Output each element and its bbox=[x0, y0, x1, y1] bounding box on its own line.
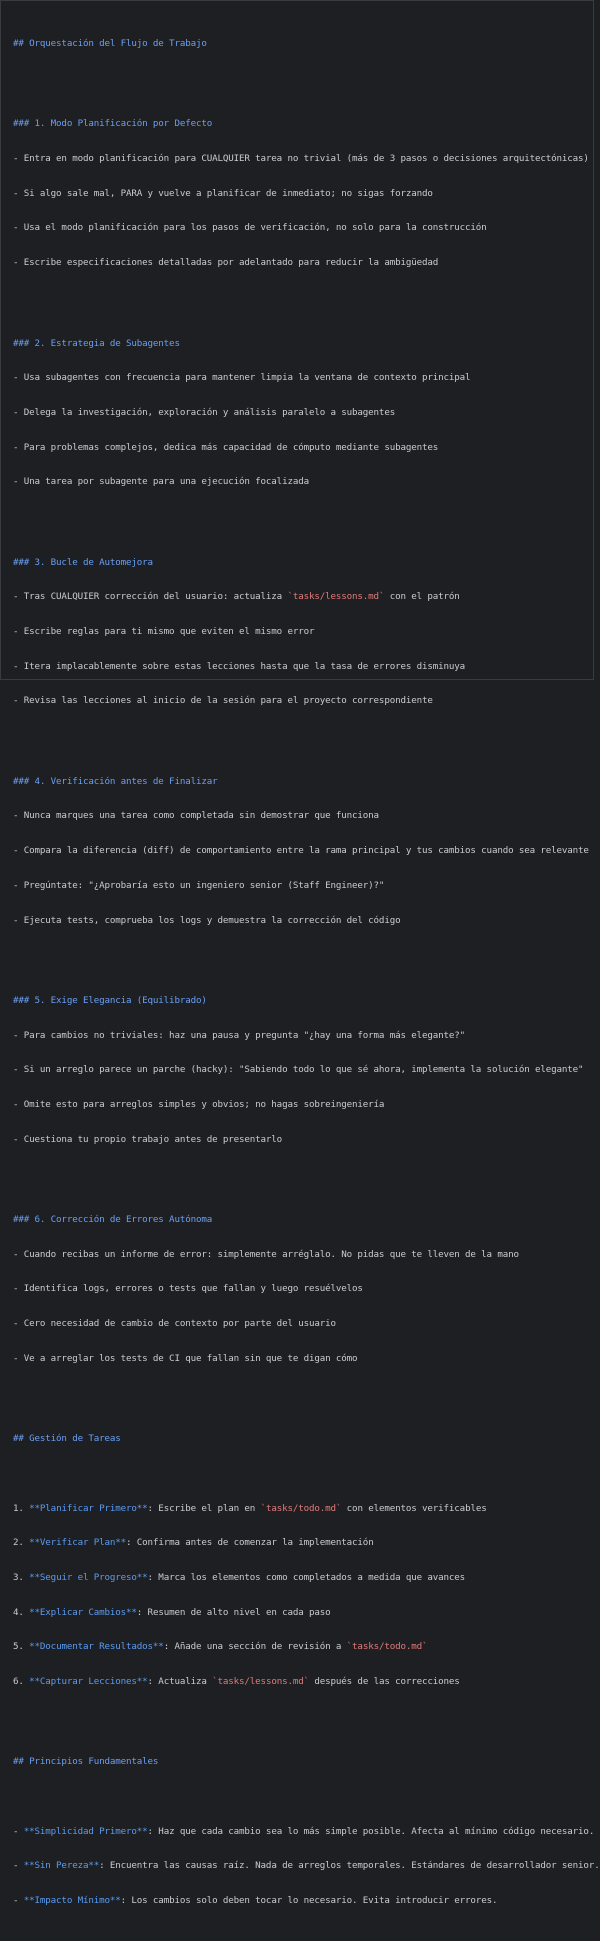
item-dash: - bbox=[13, 1860, 24, 1872]
item-number: 1. bbox=[13, 1502, 30, 1514]
bold-label: **Planificar Primero** bbox=[29, 1502, 148, 1514]
bold-label: **Sin Pereza** bbox=[23, 1860, 100, 1872]
list-item: - Una tarea por subagente para una ejecución focalizada bbox=[13, 476, 309, 488]
item-text: : Añade una sección de revisión a bbox=[163, 1641, 347, 1653]
blank-line bbox=[13, 1791, 589, 1804]
inline-code: `tasks/lessons.md` bbox=[287, 591, 385, 603]
list-item: - Escribe especificaciones detalladas por adelantado para reducir la ambigüedad bbox=[13, 257, 439, 269]
list-item: - Usa subagentes con frecuencia para mantener limpia la ventana de contexto principal bbox=[13, 372, 471, 384]
item-number: 5. bbox=[13, 1641, 30, 1653]
item-number: 4. bbox=[13, 1606, 30, 1618]
blank-line bbox=[13, 292, 589, 305]
item-text: : Actualiza bbox=[147, 1675, 213, 1687]
item-text: : Escribe el plan en bbox=[147, 1502, 261, 1514]
list-item: - Delega la investigación, exploración y análisis paralelo a subagentes bbox=[13, 406, 396, 418]
item-text: : Marca los elementos como completados a medida que avances bbox=[147, 1571, 466, 1583]
section-heading: ### 4. Verificación antes de Finalizar bbox=[13, 775, 218, 787]
section-heading: ### 3. Bucle de Automejora bbox=[13, 556, 153, 568]
bold-label: **Seguir el Progreso** bbox=[29, 1571, 148, 1583]
list-item: - Entra en modo planificación para CUALQUIER tarea no trivial (más de 3 pasos o decisiones arquitectónicas) bbox=[13, 153, 589, 165]
item-text: : Resumen de alto nivel en cada paso bbox=[136, 1606, 331, 1618]
blank-line bbox=[13, 1468, 589, 1481]
list-item: - Compara la diferencia (diff) de comportamiento entre la rama principal y tus cambios cuando sea relevante bbox=[13, 845, 589, 857]
list-item: - Nunca marques una tarea como completada sin demostrar que funciona bbox=[13, 810, 379, 822]
item-text: : Confirma antes de comenzar la implementación bbox=[126, 1537, 374, 1549]
list-item: - Si un arreglo parece un parche (hacky): "Sabiendo todo lo que sé ahora, implementa la solución elegante" bbox=[13, 1064, 584, 1076]
list-item: - Itera implacablemente sobre estas lecciones hasta que la tasa de errores disminuya bbox=[13, 660, 466, 672]
section-heading: ## Gestión de Tareas bbox=[13, 1433, 121, 1445]
item-text: : Los cambios solo deben tocar lo necesario. Evita introducir errores. bbox=[120, 1895, 498, 1907]
section-heading: ## Principios Fundamentales bbox=[13, 1756, 159, 1768]
list-item: - Ve a arreglar los tests de CI que fallan sin que te digan cómo bbox=[13, 1352, 358, 1364]
item-text: : Encuentra las causas raíz. Nada de arreglos temporales. Estándares de desarrollador senior. bbox=[99, 1860, 600, 1872]
bold-label: **Verificar Plan** bbox=[29, 1537, 127, 1549]
bold-label: **Documentar Resultados** bbox=[29, 1641, 164, 1653]
bold-label: **Capturar Lecciones** bbox=[29, 1675, 148, 1687]
inline-code: `tasks/todo.md` bbox=[260, 1502, 342, 1514]
list-item: - Cuando recibas un informe de error: simplemente arréglalo. No pidas que te lleven de la mano bbox=[13, 1248, 519, 1260]
list-item bbox=[13, 591, 589, 604]
numbered-item bbox=[13, 1641, 589, 1654]
list-item bbox=[13, 1825, 595, 1839]
section-heading: ### 5. Exige Elegancia (Equilibrado) bbox=[13, 994, 207, 1006]
item-number: 3. bbox=[13, 1571, 30, 1583]
list-item: - Para problemas complejos, dedica más capacidad de cómputo mediante subagentes bbox=[13, 441, 439, 453]
list-item: - Usa el modo planificación para los pasos de verificación, no solo para la construcción bbox=[13, 222, 487, 234]
blank-line bbox=[13, 730, 589, 743]
item-text: con elementos verificables bbox=[341, 1502, 487, 1514]
section-heading: ### 1. Modo Planificación por Defecto bbox=[13, 118, 213, 130]
list-item bbox=[13, 1860, 600, 1873]
numbered-item bbox=[13, 1676, 589, 1689]
list-item: - Cuestiona tu propio trabajo antes de presentarlo bbox=[13, 1133, 283, 1145]
item-text: : Haz que cada cambio sea lo más simple posible. Afecta al mínimo código necesario. bbox=[147, 1825, 595, 1837]
item-number: 2. bbox=[13, 1537, 30, 1549]
document-lines bbox=[13, 5, 600, 1941]
list-item: - Omite esto para arreglos simples y obvios; no hagas sobreingeniería bbox=[13, 1098, 385, 1110]
blank-line bbox=[13, 1711, 589, 1724]
list-item-text: - Tras CUALQUIER corrección del usuario: actualiza bbox=[13, 591, 288, 603]
blank-line bbox=[13, 1387, 589, 1400]
list-item: - Identifica logs, errores o tests que fallan y luego resuélvelos bbox=[13, 1283, 363, 1295]
list-item: - Revisa las lecciones al inicio de la sesión para el proyecto correspondiente bbox=[13, 695, 433, 707]
numbered-item bbox=[13, 1537, 589, 1550]
list-item-text: con el patrón bbox=[384, 591, 460, 603]
list-item: - Pregúntate: "¿Aprobaría esto un ingeniero senior (Staff Engineer)?" bbox=[13, 879, 385, 891]
bold-label: **Simplicidad Primero** bbox=[23, 1825, 148, 1837]
item-dash: - bbox=[13, 1825, 24, 1837]
blank-line bbox=[13, 73, 589, 86]
blank-line bbox=[13, 949, 589, 962]
list-item: - Para cambios no triviales: haz una pausa y pregunta "¿hay una forma más elegante?" bbox=[13, 1029, 466, 1041]
list-item: - Escribe reglas para ti mismo que eviten el mismo error bbox=[13, 626, 315, 637]
blank-line bbox=[13, 1168, 589, 1181]
inline-code: `tasks/lessons.md` bbox=[212, 1675, 309, 1687]
item-number: 6. bbox=[13, 1675, 30, 1687]
section-heading: ### 2. Estrategia de Subagentes bbox=[13, 337, 180, 349]
numbered-item bbox=[13, 1607, 589, 1620]
section-heading: ### 6. Corrección de Errores Autónoma bbox=[13, 1214, 213, 1225]
inline-code: `tasks/todo.md` bbox=[346, 1641, 428, 1653]
list-item bbox=[13, 1895, 589, 1908]
list-item: - Ejecuta tests, comprueba los logs y demuestra la corrección del código bbox=[13, 914, 401, 926]
item-dash: - bbox=[13, 1895, 24, 1907]
numbered-item bbox=[13, 1572, 589, 1585]
list-item: - Cero necesidad de cambio de contexto por parte del usuario bbox=[13, 1318, 336, 1330]
document-title: ## Orquestación del Flujo de Trabajo bbox=[13, 38, 207, 49]
numbered-item bbox=[13, 1503, 589, 1516]
item-text: después de las correcciones bbox=[309, 1675, 460, 1687]
bold-label: **Explicar Cambios** bbox=[29, 1606, 137, 1618]
list-item: - Si algo sale mal, PARA y vuelve a planificar de inmediato; no sigas forzando bbox=[13, 187, 433, 199]
blank-line bbox=[13, 511, 589, 524]
bold-label: **Impacto Mínimo** bbox=[23, 1895, 121, 1907]
